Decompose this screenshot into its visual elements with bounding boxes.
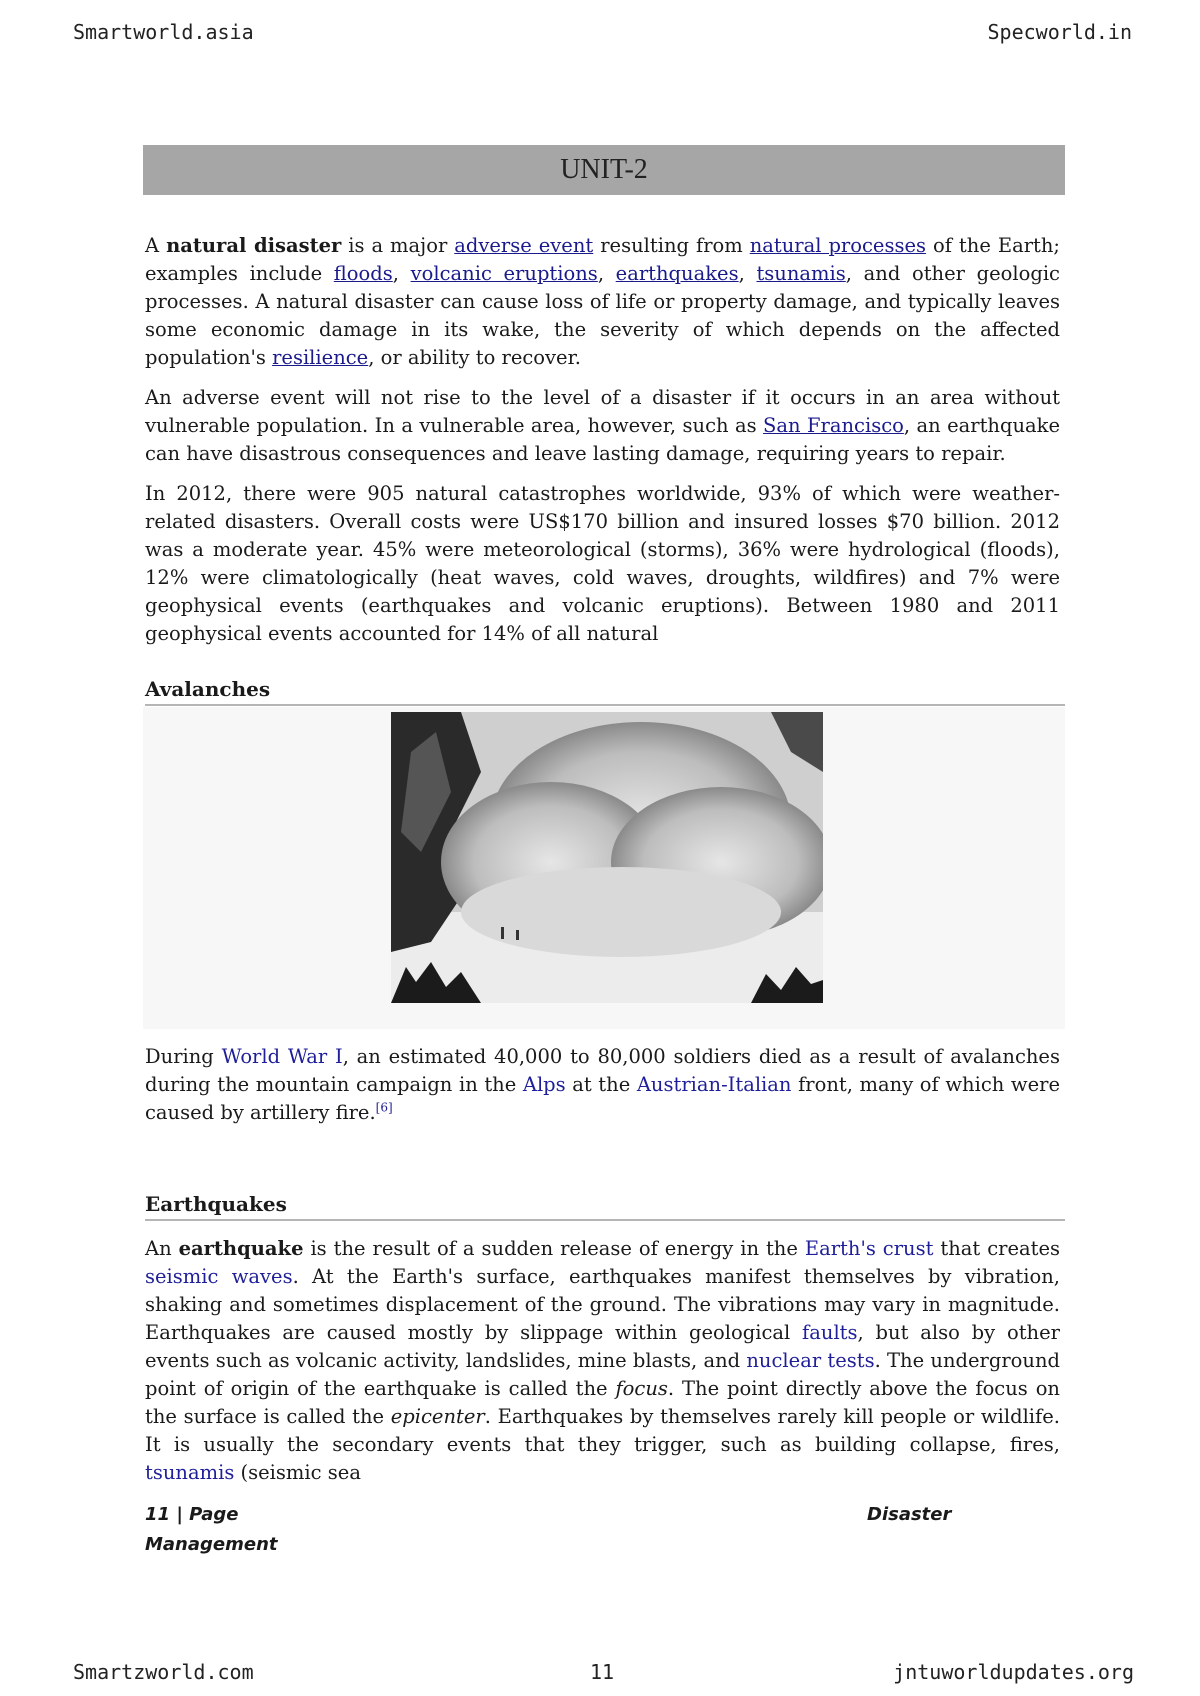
text: , an estimated 40,000 to 80,000 soldiers died as a result of avalanches during the mountain campaign in the [145, 1045, 1060, 1096]
link-world-war-i[interactable]: World War I [221, 1045, 343, 1068]
intro-paragraph-2 [145, 384, 1060, 468]
text: , and other geologic processes. A natural disaster can cause loss of life or property damage, and typically leaves some economic damage in its wake, the severity of which depends on the affected population's [145, 262, 1060, 369]
text: , [597, 262, 616, 285]
link-faults[interactable]: faults [802, 1321, 858, 1344]
watermark-bottom-right: jntuworldupdates.org [893, 1660, 1134, 1684]
unit-title: UNIT-2 [560, 154, 648, 185]
bold-term: natural disaster [166, 234, 342, 257]
earthquakes-paragraph [145, 1235, 1060, 1487]
text: , but also by other events such as volcanic activity, landslides, mine blasts, and [145, 1321, 1060, 1372]
link-alps[interactable]: Alps [522, 1073, 566, 1096]
intro-paragraph-1 [145, 232, 1060, 372]
text: During [145, 1045, 222, 1068]
text: is a major [341, 234, 455, 257]
text: (seismic sea [234, 1461, 361, 1484]
watermark-bottom-left: Smartzworld.com [73, 1660, 254, 1684]
avalanche-photo [391, 712, 823, 1003]
text: front, many of which were caused by artillery fire. [145, 1073, 1060, 1124]
link-resilience[interactable]: resilience [272, 346, 369, 369]
reference-link[interactable]: [6] [375, 1100, 393, 1115]
text: . The underground point of origin of the earthquake is called the [145, 1349, 1060, 1400]
avalanches-section [145, 1043, 1060, 1127]
italic-term: focus [615, 1377, 668, 1400]
footer-title-continued: Management [145, 1534, 278, 1555]
link-tsunamis-2[interactable]: tsunamis [145, 1461, 235, 1484]
text: An [145, 1237, 179, 1260]
text: , an earthquake can have disastrous consequences and leave lasting damage, requiring years to repair. [145, 414, 1061, 465]
footer-page-number: 11 | Page [145, 1504, 239, 1525]
earthquakes-section [145, 1235, 1060, 1487]
text: , [392, 262, 411, 285]
text: An adverse event will not rise to the level of a disaster if it occurs in an area without vulnerable population. In a vulnerable area, however, such as [145, 386, 1060, 437]
link-adverse-event[interactable]: adverse event [454, 234, 594, 257]
link-austrian-italian[interactable]: Austrian-Italian [636, 1073, 792, 1096]
text: resulting from [593, 234, 750, 257]
text: . The point directly above the focus on the surface is called the [145, 1377, 1060, 1428]
link-earths-crust[interactable]: Earth's crust [804, 1237, 934, 1260]
link-tsunamis[interactable]: tsunamis [756, 262, 846, 285]
text: , or ability to recover. [368, 346, 581, 369]
link-earthquakes[interactable]: earthquakes [615, 262, 739, 285]
avalanches-heading: Avalanches [145, 677, 1065, 706]
unit-title-banner [143, 145, 1065, 195]
link-seismic-waves[interactable]: seismic waves [145, 1265, 293, 1288]
earthquakes-heading: Earthquakes [145, 1192, 1065, 1221]
bold-term: earthquake [178, 1237, 304, 1260]
text: , [738, 262, 757, 285]
text: that creates [933, 1237, 1061, 1260]
text: A [145, 234, 167, 257]
watermark-top-left: Smartworld.asia [73, 20, 254, 44]
text: . Earthquakes by themselves rarely kill people or wildlife. It is usually the secondary events that they trigger, such as building collapse, fires, [145, 1405, 1060, 1456]
italic-term: epicenter [390, 1405, 485, 1428]
intro-paragraph-3: In 2012, there were 905 natural catastrophes worldwide, 93% of which were weather-related disasters. Overall costs were US$170 billion and insured losses $70 billion. 2012 was a moderate year. 45% were meteorological (storms), 36% were hydrological (floods), 12% were climatologically (heat waves, cold waves, droughts, wildfires) and 7% were geophysical events (earthquakes and volcanic eruptions). Between 1980 and 2011 geophysical events accounted for 14% of all natural [145, 482, 1060, 645]
link-floods[interactable]: floods [333, 262, 393, 285]
watermark-page-number: 11 [590, 1660, 615, 1684]
intro-section [145, 232, 1060, 660]
text: is the result of a sudden release of energy in the [303, 1237, 805, 1260]
link-volcanic-eruptions[interactable]: volcanic eruptions [410, 262, 598, 285]
link-natural-processes[interactable]: natural processes [749, 234, 927, 257]
watermark-top-right: Specworld.in [987, 20, 1132, 44]
footer-title: Disaster [867, 1504, 952, 1525]
text: of the Earth; examples include [145, 234, 1060, 285]
text: at the [565, 1073, 637, 1096]
text: . At the Earth's surface, earthquakes manifest themselves by vibration, shaking and sometimes displacement of the ground. The vibrations may vary in magnitude. Earthquakes are caused mostly by slippage within geological [145, 1265, 1060, 1344]
link-nuclear-tests[interactable]: nuclear tests [746, 1349, 875, 1372]
link-san-francisco[interactable]: San Francisco [763, 414, 904, 437]
avalanches-paragraph [145, 1043, 1060, 1127]
